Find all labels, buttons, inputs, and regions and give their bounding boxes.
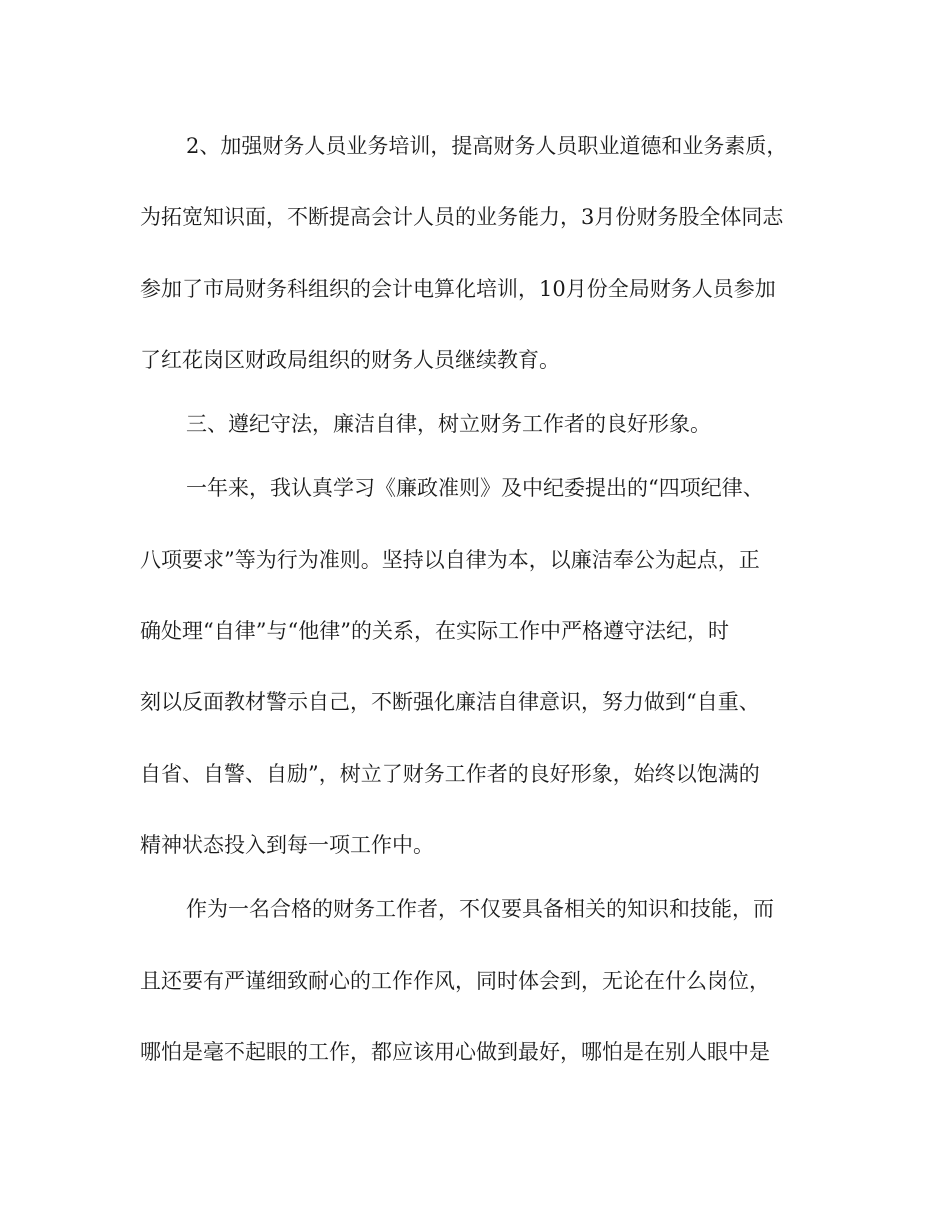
text-line-13 <box>0 961 950 1001</box>
text-line-10 <box>0 754 950 794</box>
line-text: 参加了市局财务科组织的会计电算化培训，10月份全局财务人员参加 <box>140 277 776 301</box>
line-text: 作为一名合格的财务工作者，不仅要具备相关的知识和技能，而 <box>186 897 774 921</box>
text-line-7 <box>0 540 950 580</box>
line-text: 三、遵纪守法，廉洁自律，树立财务工作者的良好形象。 <box>186 412 711 436</box>
text-line-12 <box>0 889 950 929</box>
line-text: 了红花岗区财政局组织的财务人员继续教育。 <box>140 348 560 372</box>
text-line-1 <box>0 126 950 166</box>
text-line-9 <box>0 682 950 722</box>
text-line-11 <box>0 825 950 865</box>
line-text: 一年来，我认真学习《廉政准则》及中纪委提出的“四项纪律、 <box>186 476 764 500</box>
line-text: 八项要求”等为行为准则。坚持以自律为本，以廉洁奉公为起点，正 <box>140 548 760 572</box>
line-text: 确处理“自律”与“他律”的关系，在实际工作中严格遵守法纪，时 <box>140 619 729 643</box>
text-line-8 <box>0 611 950 651</box>
text-line-2 <box>0 197 950 237</box>
line-text: 且还要有严谨细致耐心的工作作风，同时体会到，无论在什么岗位， <box>140 969 770 993</box>
line-text: 精神状态投入到每一项工作中。 <box>140 833 434 857</box>
text-line-14 <box>0 1032 950 1072</box>
line-text: 2、加强财务人员业务培训，提高财务人员职业道德和业务素质， <box>186 134 788 158</box>
line-text: 为拓宽知识面，不断提高会计人员的业务能力，3月份财务股全体同志 <box>140 205 784 229</box>
line-text: 哪怕是毫不起眼的工作，都应该用心做到最好，哪怕是在别人眼中是 <box>140 1040 770 1064</box>
text-line-4 <box>0 340 950 380</box>
line-text: 刻以反面教材警示自己，不断强化廉洁自律意识，努力做到“自重、 <box>140 690 760 714</box>
section-heading <box>0 404 950 444</box>
text-line-3 <box>0 269 950 309</box>
line-text: 自省、自警、自励”，树立了财务工作者的良好形象，始终以饱满的 <box>140 762 760 786</box>
text-line-6 <box>0 468 950 508</box>
